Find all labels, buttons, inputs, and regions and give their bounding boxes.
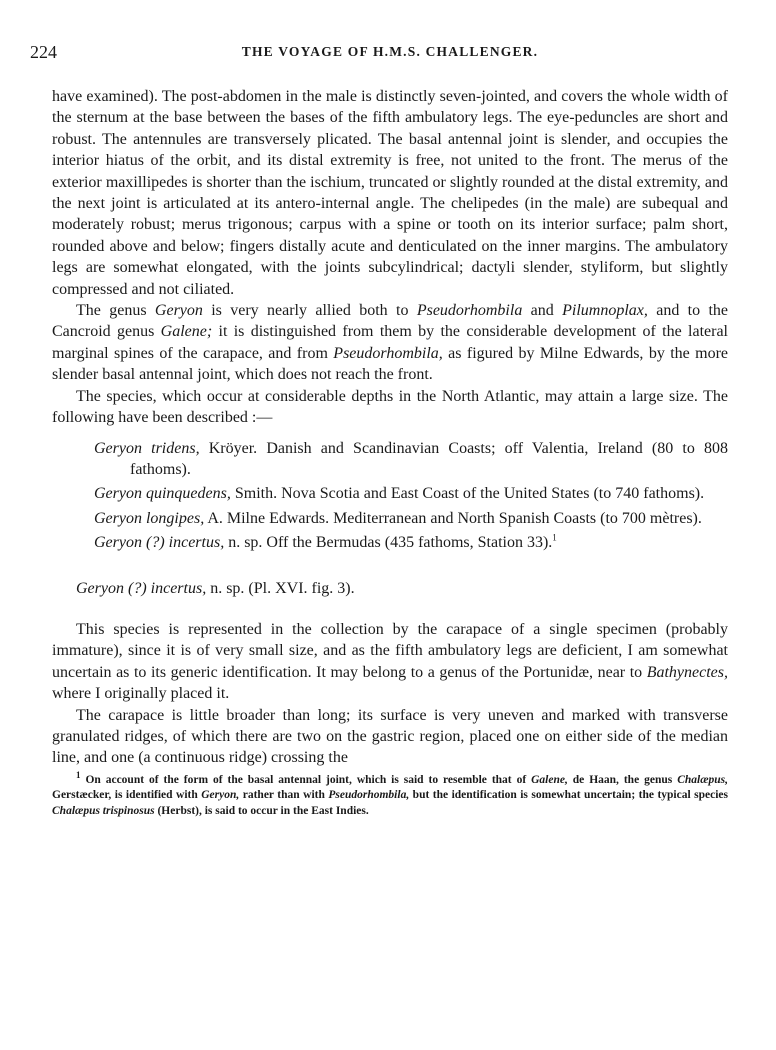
- text-run: where I originally placed it.: [52, 685, 230, 703]
- species-name: Geryon tridens,: [94, 439, 200, 457]
- text-run: as figured by Milne Edwards, by the more slender basal antennal joint, which does not reach the front.: [52, 344, 729, 384]
- footnote: [52, 769, 728, 820]
- taxon-name: Bathynectes,: [646, 663, 728, 681]
- text-run: On account of the form of the basal antennal joint, which is said to resemble that of: [80, 773, 532, 786]
- text-run: and: [522, 302, 563, 320]
- text-run: de Haan, the genus: [567, 773, 678, 786]
- footnote-mark: 1: [76, 769, 81, 780]
- paragraph-species-intro: The species, which occur at considerable depths in the North Atlantic, may attain a large size. The following have been described :—: [52, 387, 728, 427]
- running-head: [30, 42, 728, 66]
- text-run: (Herbst), is said to occur in the East Indies.: [154, 804, 369, 817]
- species-details: Smith. Nova Scotia and East Coast of the United States (to 740 fathoms).: [230, 485, 705, 503]
- taxon-name: Galene,: [531, 773, 568, 786]
- species-details: Kröyer. Danish and Scandinavian Coasts; off Valentia, Ireland (80 to 808 fathoms).: [130, 439, 729, 478]
- species-details: n. sp. Off the Bermudas (435 fathoms, Station 33).: [224, 534, 553, 552]
- species-entry-quinquedens: [52, 483, 728, 504]
- species-name: Geryon longipes,: [94, 509, 205, 527]
- species-name: Geryon (?) incertus,: [94, 534, 225, 552]
- species-heading: [52, 578, 728, 599]
- species-name: Geryon (?) incertus,: [76, 579, 207, 597]
- page-number: 224: [30, 42, 57, 62]
- paragraph-carapace: The carapace is little broader than long; its surface is very uneven and marked with transverse granulated ridges, of which there are two on the gastric region, placed one on either side of the median line, and one (a continuous ridge) crossing the: [52, 706, 728, 767]
- text-run: The genus: [76, 302, 155, 320]
- taxon-name: Pseudorhombila,: [328, 789, 410, 802]
- species-list: [52, 438, 728, 554]
- paragraph-specimen: [52, 619, 728, 705]
- taxon-name: Pilumnoplax,: [562, 302, 648, 320]
- species-details: A. Milne Edwards. Mediterranean and North Spanish Coasts (to 700 mètres).: [204, 509, 702, 527]
- taxon-name: Geryon,: [201, 789, 240, 802]
- species-entry-incertus: [52, 532, 728, 553]
- paragraph-genus-description: have examined). The post-abdomen in the male is distinctly seven-jointed, and covers the whole width of the sternum at the base between the bases of the fifth ambulatory legs. The eye-peduncles are short and robust. The antennules are transversely plicated. The basal antennal joint is slender, and occupies the interior hiatus of the orbit, and its distal extremity is free, not united to the front. The merus of the exterior maxillipedes is shorter than the ischium, truncated or slightly rounded at the distal extremity, and the next joint is articulated at its antero-internal angle. The chelipedes (in the male) are subequal and moderately robust; merus trigonous; carpus with a spine or tooth on its interior surface; palm short, rounded above and below; fingers distally acute and denticulated on the inner margins. The ambulatory legs are somewhat elongated, with the joints subcylindrical; dactyli slender, styliform, but slightly compressed and not ciliated.: [52, 88, 728, 298]
- species-entry-tridens: [52, 438, 728, 481]
- page: [30, 42, 729, 819]
- running-title: THE VOYAGE OF H.M.S. CHALLENGER.: [241, 44, 539, 59]
- taxon-name: Chalæpus,: [677, 773, 728, 786]
- text-run: it is distinguished from them by the considerable development of the lateral marginal spines of the carapace, and from: [52, 323, 728, 362]
- taxon-name: Galene;: [160, 323, 213, 341]
- text-run: and to the Cancroid genus: [52, 302, 729, 341]
- taxon-name: Chalæpus trispinosus: [52, 804, 155, 817]
- taxon-name: Pseudorhombila,: [333, 344, 443, 362]
- species-name: Geryon quinquedens,: [94, 485, 231, 503]
- taxon-name: Pseudorhombila: [416, 302, 523, 320]
- body-text: [52, 86, 728, 769]
- footnote-reference[interactable]: 1: [552, 532, 557, 543]
- taxon-name: Geryon: [154, 302, 203, 320]
- species-heading-rest: n. sp. (Pl. XVI. fig. 3).: [206, 579, 355, 597]
- text-run: but the identification is somewhat uncertain; the typical species: [409, 789, 728, 802]
- text-run: This species is represented in the collection by the carapace of a single specimen (probably immature), since it is of very small size, and as the fifth ambulatory legs are deficient, I am somewhat uncertain as to its generic identification. It may belong to a genus of the Portunidæ, near to: [52, 620, 728, 681]
- paragraph-genus-affinities: [52, 300, 728, 386]
- text-run: is very nearly allied both to: [202, 302, 417, 320]
- text-run: rather than with: [239, 789, 329, 802]
- text-run: Gerstæcker, is identified with: [52, 789, 202, 802]
- species-entry-longipes: [52, 508, 728, 529]
